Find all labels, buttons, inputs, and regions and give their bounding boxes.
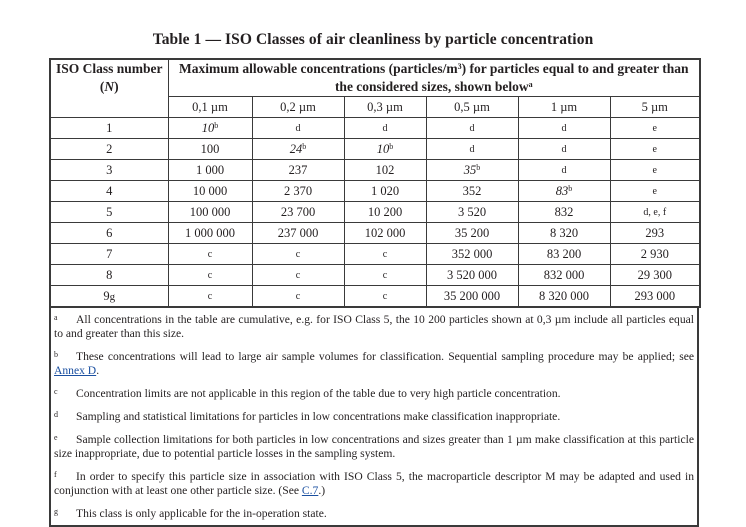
footnote-ref: c xyxy=(382,249,388,260)
concentration-cell: 100 xyxy=(168,139,252,160)
footnote-mark: c xyxy=(54,387,58,396)
concentration-cell: 2 370 xyxy=(252,181,344,202)
footnote-ref: c xyxy=(382,291,388,302)
concentration-cell: 293 xyxy=(610,223,700,244)
footnote-ref: c xyxy=(207,291,213,302)
concentration-cell: 83$^b$ xyxy=(518,181,610,202)
footnote-ref: d xyxy=(382,123,388,134)
particle-size-header: 0,5 µm xyxy=(426,97,518,118)
footnote-ref: e xyxy=(652,165,657,176)
footnote-ref: c xyxy=(382,270,388,281)
concentration-cell: 10 200 xyxy=(344,202,426,223)
footnote-mark: f xyxy=(54,470,57,479)
particle-size-header: 0,2 µm xyxy=(252,97,344,118)
iso-class-cell: 6 xyxy=(50,223,168,244)
footnote-d xyxy=(51,408,697,424)
footnote-ref: c xyxy=(295,291,301,302)
table-row xyxy=(50,223,700,244)
footnote-text: Sampling and statistical limitations for particles in low concentrations make classification inappropriate. xyxy=(76,410,561,423)
footnote-c xyxy=(51,385,697,401)
concentration-cell: 832 xyxy=(518,202,610,223)
concentration-cell: 8 320 000 xyxy=(518,286,610,308)
header-class-label: ISO Class number xyxy=(55,61,163,76)
concentration-cell: 352 000 xyxy=(426,244,518,265)
footnote-text: All concentrations in the table are cumulative, e.g. for ISO Class 5, the 10 200 particles shown at 0,3 µm include all particles equal to and greater than this size. xyxy=(54,313,694,340)
footnote-ref: b xyxy=(476,163,481,172)
concentration-cell: 3 520 000 xyxy=(426,265,518,286)
concentration-cell xyxy=(344,244,426,265)
footnote-ref: d xyxy=(469,144,475,155)
concentration-cell: 237 xyxy=(252,160,344,181)
concentration-cell xyxy=(518,118,610,139)
table-row xyxy=(50,118,700,139)
cross-reference-link[interactable]: C.7 xyxy=(301,484,319,497)
footnote-ref: d xyxy=(561,144,567,155)
particle-size-header: 1 µm xyxy=(518,97,610,118)
concentration-cell xyxy=(610,202,700,223)
table-row xyxy=(50,160,700,181)
concentration-cell xyxy=(168,244,252,265)
footnote-ref: c xyxy=(207,249,213,260)
concentration-cell xyxy=(426,139,518,160)
footnote-text: Sample collection limitations for both particles in low concentrations and sizes greater than 1 µm make classification at this particle size inappropriate, due to potential particle losses in the sampling system. xyxy=(54,433,694,460)
iso-class-cell: 5 xyxy=(50,202,168,223)
iso-class-cell: 1 xyxy=(50,118,168,139)
table-row xyxy=(50,286,700,308)
footnote-ref: c xyxy=(207,270,213,281)
concentration-cell: 10 000 xyxy=(168,181,252,202)
concentration-cell: 102 000 xyxy=(344,223,426,244)
footnote-mark: d xyxy=(54,410,58,419)
concentration-cell: 293 000 xyxy=(610,286,700,308)
footnote-b: b These concentrations will lead to large air sample volumes for classification. Sequential sampling procedure may be applied; see Annex D. xyxy=(54,350,694,377)
footnote-text: This class is only applicable for the in-operation state. xyxy=(76,507,327,520)
table-row xyxy=(50,244,700,265)
footnote-ref: d xyxy=(469,123,475,134)
concentration-cell xyxy=(610,181,700,202)
concentration-cell: 2 930 xyxy=(610,244,700,265)
concentration-cell xyxy=(344,286,426,308)
concentration-cell: 1 000 000 xyxy=(168,223,252,244)
concentration-cell: 8 320 xyxy=(518,223,610,244)
footnotes xyxy=(49,308,699,527)
iso-class-cell: 3 xyxy=(50,160,168,181)
footnote-ref: c xyxy=(295,270,301,281)
concentration-cell: 24$^b$ xyxy=(252,139,344,160)
table-title: Table 1 — ISO Classes of air cleanliness by particle concentration xyxy=(152,31,594,48)
concentration-cell xyxy=(252,265,344,286)
footnote-ref: c xyxy=(295,249,301,260)
concentration-cell: 23 700 xyxy=(252,202,344,223)
footnote-ref: e xyxy=(652,186,657,197)
footnote-text: In order to specify this particle size in association with ISO Class 5, the macroparticle descriptor M may be adapted and used in conjunction with at least one other particle size. (See xyxy=(54,470,694,497)
concentration-cell: 832 000 xyxy=(518,265,610,286)
iso-class-table-container xyxy=(49,58,699,527)
footnote-e xyxy=(51,431,697,461)
concentration-cell xyxy=(610,118,700,139)
footnote-ref: b xyxy=(568,184,573,193)
header-iso-class-number: ISO Class number (N) xyxy=(50,59,168,118)
concentration-cell xyxy=(344,265,426,286)
table-body xyxy=(50,118,700,308)
footnote-mark: g xyxy=(54,507,58,516)
footnote-mark: a xyxy=(54,313,58,322)
particle-size-header: 0,3 µm xyxy=(344,97,426,118)
concentration-cell: 29 300 xyxy=(610,265,700,286)
concentration-cell xyxy=(426,118,518,139)
footnote-text: These concentrations will lead to large air sample volumes for classification. Sequential sampling procedure may be applied; see xyxy=(76,350,694,363)
particle-size-header: 0,1 µm xyxy=(168,97,252,118)
footnote-g xyxy=(51,505,697,521)
iso-class-cell: 2 xyxy=(50,139,168,160)
concentration-cell xyxy=(252,244,344,265)
concentration-cell xyxy=(610,139,700,160)
header-max-concentrations: Maximum allowable concentrations $(particles/m^3)$ for particles equal to and greater than the considered sizes, shown below$^a$ xyxy=(168,59,700,97)
footnote-text: Concentration limits are not applicable in this region of the table due to very high particle concentration. xyxy=(76,387,561,400)
footnote-mark: e xyxy=(54,433,58,442)
concentration-cell: 102 xyxy=(344,160,426,181)
footnote-ref: b xyxy=(214,121,219,130)
concentration-cell xyxy=(168,265,252,286)
concentration-cell xyxy=(168,286,252,308)
cross-reference-link[interactable]: Annex D xyxy=(54,364,97,377)
footnote-ref: b xyxy=(389,142,394,151)
concentration-cell: 3 520 xyxy=(426,202,518,223)
concentration-cell xyxy=(518,160,610,181)
concentration-cell: 10$^b$ xyxy=(168,118,252,139)
footnote-ref: g xyxy=(109,290,116,303)
table-row xyxy=(50,139,700,160)
footnote-ref: e xyxy=(652,144,657,155)
footnote-ref: a xyxy=(528,80,533,89)
concentration-cell: 35 200 xyxy=(426,223,518,244)
particle-size-header: 5 µm xyxy=(610,97,700,118)
table-row xyxy=(50,202,700,223)
concentration-cell: 35$^b$ xyxy=(426,160,518,181)
footnote-ref: d xyxy=(561,165,567,176)
iso-class-cell: 8 xyxy=(50,265,168,286)
concentration-cell: 1 000 xyxy=(168,160,252,181)
concentration-cell: 35 200 000 xyxy=(426,286,518,308)
footnote-f: f In order to specify this particle size in association with ISO Class 5, the macroparticle descriptor M may be adapted and used in conjunction with at least one other particle size. (See C.7.) xyxy=(54,470,694,497)
footnote-ref: b xyxy=(302,142,307,151)
concentration-cell xyxy=(252,286,344,308)
concentration-cell: 352 xyxy=(426,181,518,202)
concentration-cell: 10$^b$ xyxy=(344,139,426,160)
footnote-a xyxy=(51,311,697,341)
concentration-cell xyxy=(610,160,700,181)
iso-class-cell: 4 xyxy=(50,181,168,202)
iso-class-cell: 7 xyxy=(50,244,168,265)
concentration-cell: 100 000 xyxy=(168,202,252,223)
concentration-cell xyxy=(518,139,610,160)
table-row xyxy=(50,181,700,202)
concentration-cell: 1 020 xyxy=(344,181,426,202)
concentration-cell: 237 000 xyxy=(252,223,344,244)
footnote-ref: e xyxy=(652,123,657,134)
concentration-cell xyxy=(252,118,344,139)
concentration-cell xyxy=(344,118,426,139)
footnote-ref: d, e, f xyxy=(643,207,667,218)
iso-class-table xyxy=(49,58,701,308)
table-row xyxy=(50,265,700,286)
iso-class-cell: 9g xyxy=(50,286,168,308)
header-class-variable: N xyxy=(104,79,115,94)
footnote-mark: b xyxy=(54,350,58,359)
concentration-cell: 83 200 xyxy=(518,244,610,265)
footnote-ref: d xyxy=(295,123,301,134)
footnote-ref: d xyxy=(561,123,567,134)
